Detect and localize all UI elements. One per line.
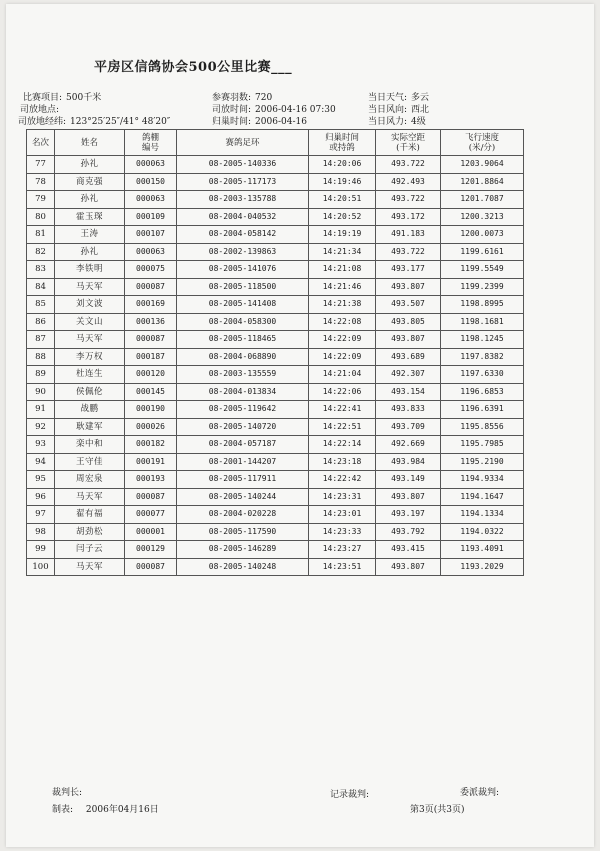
wind-force-info [368, 114, 426, 127]
rank-cell: 92 [27, 418, 55, 436]
table-row [27, 156, 524, 174]
ring-number-cell: 08-2005-140720 [177, 418, 309, 436]
speed-cell: 1195.2190 [441, 453, 524, 471]
ring-number-cell: 08-2003-135788 [177, 191, 309, 209]
rank-cell: 87 [27, 331, 55, 349]
return-time-info [212, 114, 307, 127]
arrival-time-cell: 14:20:51 [309, 191, 376, 209]
name-cell: 战鹏 [55, 401, 125, 419]
speed-cell: 1198.1245 [441, 331, 524, 349]
rank-cell: 88 [27, 348, 55, 366]
name-cell: 王涛 [55, 226, 125, 244]
speed-cell: 1198.1681 [441, 313, 524, 331]
distance-cell: 493.154 [376, 383, 441, 401]
table-row [27, 506, 524, 524]
speed-cell: 1195.7985 [441, 436, 524, 454]
event-label: 比赛项目: [23, 93, 63, 103]
ring-number-cell: 08-2005-146289 [177, 541, 309, 559]
rank-cell: 96 [27, 488, 55, 506]
table-row [27, 471, 524, 489]
table-row [27, 261, 524, 279]
column-header: 名次 [27, 130, 55, 156]
speed-cell: 1203.9064 [441, 156, 524, 174]
name-cell: 闫子云 [55, 541, 125, 559]
loft-id-cell: 000063 [125, 156, 177, 174]
arrival-time-cell: 14:22:41 [309, 401, 376, 419]
table-row [27, 296, 524, 314]
table-row [27, 208, 524, 226]
ring-number-cell: 08-2005-117911 [177, 471, 309, 489]
wind-direction-label: 当日风向: [368, 105, 408, 115]
distance-cell: 493.197 [376, 506, 441, 524]
name-cell: 周宏泉 [55, 471, 125, 489]
table-row [27, 366, 524, 384]
arrival-time-cell: 14:22:14 [309, 436, 376, 454]
wind-direction-value: 西北 [411, 105, 430, 115]
loft-id-cell: 000109 [125, 208, 177, 226]
results-table-body [27, 156, 524, 576]
coordinates-value: 123°25′25″/41° 48′20″ [70, 117, 171, 127]
ring-number-cell: 08-2004-013834 [177, 383, 309, 401]
arrival-time-cell: 14:23:01 [309, 506, 376, 524]
name-cell: 孙礼 [55, 191, 125, 209]
ring-number-cell: 08-2004-058142 [177, 226, 309, 244]
loft-id-cell: 000129 [125, 541, 177, 559]
column-header: 赛鸽足环 [177, 130, 309, 156]
rank-cell: 82 [27, 243, 55, 261]
ring-number-cell: 08-2003-135559 [177, 366, 309, 384]
prepared-info [52, 802, 159, 815]
table-row [27, 558, 524, 576]
arrival-time-cell: 14:22:42 [309, 471, 376, 489]
rank-cell: 83 [27, 261, 55, 279]
return-time-value: 2006-04-16 [255, 117, 307, 127]
name-cell: 李万权 [55, 348, 125, 366]
arrival-time-cell: 14:22:06 [309, 383, 376, 401]
table-row [27, 523, 524, 541]
distance-cell: 493.722 [376, 191, 441, 209]
rank-cell: 100 [27, 558, 55, 576]
column-header: 鸽棚 编号 [125, 130, 177, 156]
name-cell: 耿建军 [55, 418, 125, 436]
name-cell: 马天军 [55, 278, 125, 296]
release-place-label: 司放地点: [20, 105, 60, 115]
ring-number-cell: 08-2002-139863 [177, 243, 309, 261]
speed-cell: 1199.6161 [441, 243, 524, 261]
rank-cell: 80 [27, 208, 55, 226]
table-row [27, 418, 524, 436]
distance-cell: 492.493 [376, 173, 441, 191]
document-title: 平房区信鸽协会500公里比赛___ [94, 60, 293, 75]
rank-cell: 98 [27, 523, 55, 541]
loft-id-cell: 000087 [125, 331, 177, 349]
name-cell: 刘文波 [55, 296, 125, 314]
ring-number-cell: 08-2004-020228 [177, 506, 309, 524]
loft-id-cell: 000169 [125, 296, 177, 314]
arrival-time-cell: 14:20:06 [309, 156, 376, 174]
name-cell: 马天军 [55, 488, 125, 506]
release-time-label: 司放时间: [212, 105, 252, 115]
arrival-time-cell: 14:20:52 [309, 208, 376, 226]
loft-id-cell: 000063 [125, 243, 177, 261]
arrival-time-cell: 14:23:51 [309, 558, 376, 576]
rank-cell: 86 [27, 313, 55, 331]
table-row [27, 401, 524, 419]
name-cell: 翟有福 [55, 506, 125, 524]
speed-cell: 1197.6330 [441, 366, 524, 384]
speed-cell: 1201.8864 [441, 173, 524, 191]
speed-cell: 1195.8556 [441, 418, 524, 436]
distance-cell: 493.149 [376, 471, 441, 489]
arrival-time-cell: 14:21:04 [309, 366, 376, 384]
rank-cell: 79 [27, 191, 55, 209]
speed-cell: 1194.1334 [441, 506, 524, 524]
loft-id-cell: 000182 [125, 436, 177, 454]
loft-id-cell: 000087 [125, 488, 177, 506]
chief-judge-label: 裁判长: [52, 788, 83, 798]
table-header-row [27, 130, 524, 156]
ring-number-cell: 08-2004-068890 [177, 348, 309, 366]
rank-cell: 90 [27, 383, 55, 401]
arrival-time-cell: 14:19:19 [309, 226, 376, 244]
distance-cell: 493.833 [376, 401, 441, 419]
loft-id-cell: 000191 [125, 453, 177, 471]
speed-cell: 1196.6391 [441, 401, 524, 419]
distance-cell: 493.807 [376, 278, 441, 296]
name-cell: 马天军 [55, 331, 125, 349]
distance-cell: 493.172 [376, 208, 441, 226]
distance-cell: 493.807 [376, 331, 441, 349]
rank-cell: 95 [27, 471, 55, 489]
table-row [27, 383, 524, 401]
speed-cell: 1194.1647 [441, 488, 524, 506]
wind-force-label: 当日风力: [368, 117, 408, 127]
arrival-time-cell: 14:21:08 [309, 261, 376, 279]
loft-id-cell: 000087 [125, 558, 177, 576]
page-number: 第3页(共3页) [410, 805, 465, 815]
speed-cell: 1194.9334 [441, 471, 524, 489]
coordinates-info [18, 114, 170, 127]
loft-id-cell: 000150 [125, 173, 177, 191]
name-cell: 马天军 [55, 558, 125, 576]
loft-id-cell: 000026 [125, 418, 177, 436]
distance-cell: 493.689 [376, 348, 441, 366]
ring-number-cell: 08-2001-144207 [177, 453, 309, 471]
entries-label: 参赛羽数: [212, 93, 252, 103]
ring-number-cell: 08-2005-141408 [177, 296, 309, 314]
loft-id-cell: 000107 [125, 226, 177, 244]
loft-id-cell: 000120 [125, 366, 177, 384]
table-row [27, 348, 524, 366]
distance-cell: 492.307 [376, 366, 441, 384]
rank-cell: 91 [27, 401, 55, 419]
distance-cell: 491.183 [376, 226, 441, 244]
speed-cell: 1201.7087 [441, 191, 524, 209]
speed-cell: 1193.4091 [441, 541, 524, 559]
wind-force-value: 4级 [411, 117, 426, 127]
distance-cell: 493.805 [376, 313, 441, 331]
rank-cell: 97 [27, 506, 55, 524]
distance-cell: 493.415 [376, 541, 441, 559]
table-row [27, 243, 524, 261]
ring-number-cell: 08-2005-119642 [177, 401, 309, 419]
loft-id-cell: 000063 [125, 191, 177, 209]
table-row [27, 436, 524, 454]
column-header: 归巢时间 或持鸽 [309, 130, 376, 156]
table-row [27, 313, 524, 331]
results-table [26, 129, 524, 576]
speed-cell: 1199.2399 [441, 278, 524, 296]
column-header: 姓名 [55, 130, 125, 156]
arrival-time-cell: 14:22:09 [309, 348, 376, 366]
table-row [27, 453, 524, 471]
record-judge-label: 记录裁判: [330, 790, 370, 800]
speed-cell: 1196.6853 [441, 383, 524, 401]
loft-id-cell: 000136 [125, 313, 177, 331]
name-cell: 孙礼 [55, 243, 125, 261]
arrival-time-cell: 14:23:31 [309, 488, 376, 506]
dispatched-judge-label: 委派裁判: [460, 788, 500, 798]
distance-cell: 493.807 [376, 558, 441, 576]
prepared-label: 制表: [52, 805, 74, 815]
table-row [27, 173, 524, 191]
table-row [27, 191, 524, 209]
ring-number-cell: 08-2005-117590 [177, 523, 309, 541]
ring-number-cell: 08-2005-118500 [177, 278, 309, 296]
rank-cell: 99 [27, 541, 55, 559]
loft-id-cell: 000145 [125, 383, 177, 401]
arrival-time-cell: 14:21:46 [309, 278, 376, 296]
distance-cell: 493.722 [376, 243, 441, 261]
table-row [27, 278, 524, 296]
speed-cell: 1193.2029 [441, 558, 524, 576]
loft-id-cell: 000001 [125, 523, 177, 541]
name-cell: 栾中和 [55, 436, 125, 454]
loft-id-cell: 000077 [125, 506, 177, 524]
ring-number-cell: 08-2005-141076 [177, 261, 309, 279]
rank-cell: 85 [27, 296, 55, 314]
arrival-time-cell: 14:23:18 [309, 453, 376, 471]
arrival-time-cell: 14:22:51 [309, 418, 376, 436]
rank-cell: 93 [27, 436, 55, 454]
speed-cell: 1200.3213 [441, 208, 524, 226]
name-cell: 商克强 [55, 173, 125, 191]
rank-cell: 89 [27, 366, 55, 384]
rank-cell: 84 [27, 278, 55, 296]
speed-cell: 1198.8995 [441, 296, 524, 314]
speed-cell: 1197.8382 [441, 348, 524, 366]
column-header: 实际空距 (千米) [376, 130, 441, 156]
distance-cell: 493.507 [376, 296, 441, 314]
arrival-time-cell: 14:19:46 [309, 173, 376, 191]
loft-id-cell: 000193 [125, 471, 177, 489]
distance-cell: 492.669 [376, 436, 441, 454]
table-row [27, 226, 524, 244]
rank-cell: 94 [27, 453, 55, 471]
ring-number-cell: 08-2004-058300 [177, 313, 309, 331]
arrival-time-cell: 14:23:33 [309, 523, 376, 541]
table-row [27, 488, 524, 506]
table-row [27, 331, 524, 349]
rank-cell: 77 [27, 156, 55, 174]
name-cell: 王守佳 [55, 453, 125, 471]
name-cell: 孙礼 [55, 156, 125, 174]
distance-cell: 493.807 [376, 488, 441, 506]
name-cell: 霍玉琛 [55, 208, 125, 226]
ring-number-cell: 08-2005-140336 [177, 156, 309, 174]
rank-cell: 78 [27, 173, 55, 191]
loft-id-cell: 000075 [125, 261, 177, 279]
speed-cell: 1199.5549 [441, 261, 524, 279]
arrival-time-cell: 14:22:09 [309, 331, 376, 349]
ring-number-cell: 08-2005-140244 [177, 488, 309, 506]
weather-value: 多云 [411, 93, 430, 103]
name-cell: 李铁明 [55, 261, 125, 279]
name-cell: 胡劲松 [55, 523, 125, 541]
distance-cell: 493.792 [376, 523, 441, 541]
loft-id-cell: 000187 [125, 348, 177, 366]
arrival-time-cell: 14:22:08 [309, 313, 376, 331]
event-value: 500千米 [66, 93, 102, 103]
distance-cell: 493.984 [376, 453, 441, 471]
ring-number-cell: 08-2004-040532 [177, 208, 309, 226]
return-time-label: 归巢时间: [212, 117, 252, 127]
loft-id-cell: 000087 [125, 278, 177, 296]
ring-number-cell: 08-2005-117173 [177, 173, 309, 191]
arrival-time-cell: 14:21:34 [309, 243, 376, 261]
arrival-time-cell: 14:21:38 [309, 296, 376, 314]
ring-number-cell: 08-2005-140248 [177, 558, 309, 576]
name-cell: 杜连生 [55, 366, 125, 384]
release-time-value: 2006-04-16 07:30 [255, 105, 336, 115]
rank-cell: 81 [27, 226, 55, 244]
ring-number-cell: 08-2004-057187 [177, 436, 309, 454]
entries-value: 720 [255, 93, 273, 103]
speed-cell: 1200.0073 [441, 226, 524, 244]
name-cell: 关文山 [55, 313, 125, 331]
loft-id-cell: 000190 [125, 401, 177, 419]
results-sheet [6, 4, 594, 847]
weather-label: 当日天气: [368, 93, 408, 103]
column-header: 飞行速度 (米/分) [441, 130, 524, 156]
distance-cell: 493.177 [376, 261, 441, 279]
distance-cell: 493.709 [376, 418, 441, 436]
ring-number-cell: 08-2005-118465 [177, 331, 309, 349]
arrival-time-cell: 14:23:27 [309, 541, 376, 559]
coordinates-label: 司放地经纬: [18, 117, 67, 127]
name-cell: 侯佩伦 [55, 383, 125, 401]
table-row [27, 541, 524, 559]
distance-cell: 493.722 [376, 156, 441, 174]
speed-cell: 1194.0322 [441, 523, 524, 541]
prepared-date: 2006年04月16日 [85, 805, 159, 815]
